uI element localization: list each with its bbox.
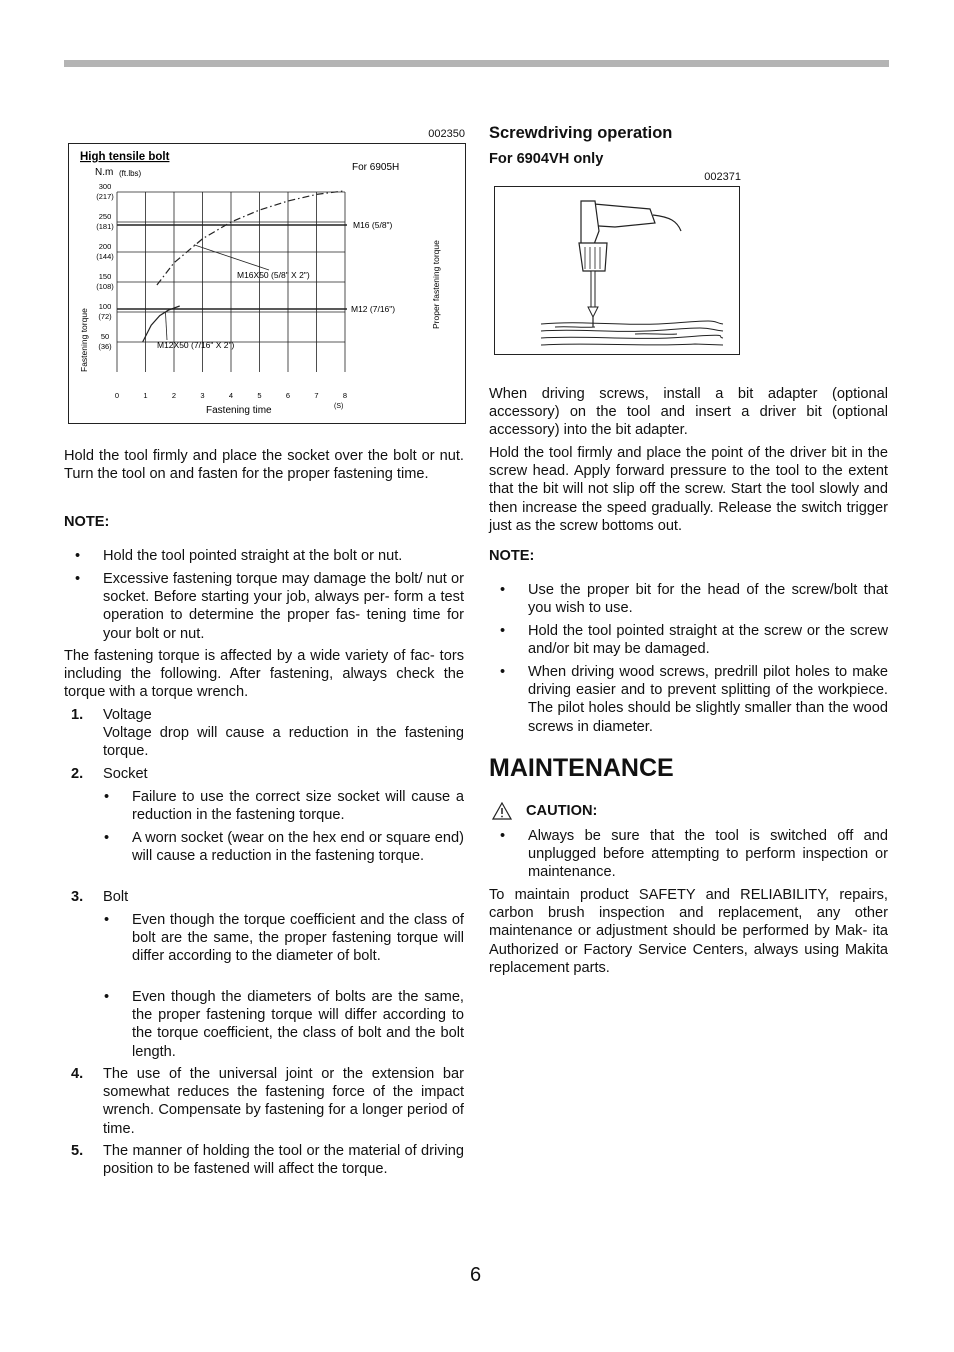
- header-bar: [64, 60, 889, 67]
- figure-code: 002371: [704, 171, 741, 183]
- y-tick-label: 300: [98, 182, 112, 191]
- y-axis-label-right: Proper fastening torque: [431, 240, 441, 329]
- figure-code: 002350: [428, 128, 465, 140]
- screw: [588, 307, 598, 317]
- y-axis-label: Fastening torque: [79, 308, 89, 372]
- x-tick-label: 0: [114, 391, 120, 400]
- y-tick-label: 150: [98, 272, 112, 281]
- nose: [579, 243, 607, 271]
- factor-bullet: • Even though the diameters of bolts are the same, the proper fastening torque will differ according to the torque coefficient, the class of bolt and the bolt length.: [104, 989, 464, 1060]
- x-tick-label: 5: [257, 391, 262, 400]
- note-label: NOTE:: [64, 514, 110, 530]
- x-tick-label: 2: [171, 391, 177, 400]
- maintenance-paragraph: To maintain product SAFETY and RELIABILITY, repairs, carbon brush inspection and replacement, any other maintenance or adjustment should be performed by Mak- ita Authorized or Factory Service Centers, always using Makita replacement parts.: [489, 887, 888, 976]
- x-unit: (S): [334, 403, 344, 410]
- factor-item: 4. The use of the universal joint or the extension bar somewhat reduces the fastening force of the impact wrench. Compensate by fastening for a longer period of time.: [71, 1066, 464, 1137]
- axis-ticks: [96, 182, 347, 400]
- drill-drawing: [495, 187, 739, 354]
- x-axis-label: Fastening time: [206, 405, 272, 416]
- wood-grain: [541, 321, 723, 345]
- section-subtitle: For 6904VH only: [489, 151, 604, 167]
- maintenance-title: MAINTENANCE: [489, 754, 674, 782]
- series-leader-line: [165, 312, 167, 340]
- series-labels: [157, 245, 310, 350]
- y-tick-label: 250: [98, 212, 112, 221]
- reference-label: M12 (7/16"): [351, 304, 396, 314]
- series-label: M16X50 (5/8" X 2"): [237, 270, 310, 280]
- y-tick-label: 200: [98, 242, 112, 251]
- factor-item: 1. Voltage Voltage drop will cause a reduction in the fastening torque.: [71, 707, 464, 760]
- reference-label: M16 (5/8"): [353, 220, 393, 230]
- note-item: • When driving wood screws, predrill pilot holes to make driving easier and to prevent splitting of the workpiece. The pilot holes should be slightly smaller than the wood screws in diameter.: [500, 664, 888, 735]
- y-unit-alt: (ft.lbs): [119, 169, 142, 178]
- reference-lines: [117, 220, 395, 314]
- factor-item: 3. Bolt: [71, 889, 129, 905]
- chart-subtitle: For 6905H: [352, 162, 400, 173]
- y-tick-label: 100: [98, 302, 112, 311]
- y-tick-label-alt: (144): [96, 252, 114, 261]
- handle: [581, 201, 599, 247]
- x-tick-label: 7: [314, 391, 319, 400]
- screwdriver-illustration: [494, 186, 740, 355]
- section-title: Screwdriving operation: [489, 124, 673, 142]
- page-number: 6: [470, 1264, 482, 1286]
- note-item: • Hold the tool pointed straight at the screw or the screw and/or bit may be damaged.: [500, 623, 888, 658]
- note-item: • Excessive fastening torque may damage the bolt/ nut or socket. Before starting your job, always per- form a test operation to determine the proper fas- tening time for your bolt or nut.: [75, 571, 464, 642]
- x-tick-label: 6: [285, 391, 291, 400]
- chart-series: [143, 191, 345, 342]
- factor-item: 2. Socket: [71, 766, 148, 782]
- series-label: M12X50 (7/16" X 2"): [157, 340, 235, 350]
- torque-chart: [68, 143, 466, 424]
- y-tick-label-alt: (72): [98, 312, 112, 321]
- driver-bit: [591, 271, 595, 307]
- y-tick-label-alt: (36): [98, 342, 112, 351]
- x-tick-label: 3: [200, 391, 205, 400]
- caution-label: CAUTION:: [526, 803, 598, 819]
- x-tick-label: 1: [143, 391, 148, 400]
- x-tick-label: 4: [228, 391, 234, 400]
- torque-paragraph: The fastening torque is affected by a wide variety of fac- tors including the following. After fastening, always check the torque with a torque wrench.: [64, 648, 464, 701]
- warning-icon: [492, 802, 512, 825]
- factor-bullet: • Even though the torque coefficient and the class of bolt are the same, the proper fastening torque will differ according to the diameter of bolt.: [104, 912, 464, 965]
- cord: [653, 215, 681, 231]
- note-label: NOTE:: [489, 548, 535, 564]
- y-unit: N.m: [95, 167, 114, 178]
- caution-item: • Always be sure that the tool is switched off and unplugged before attempting to perform inspection or maintenance.: [500, 828, 888, 881]
- factor-bullet: • A worn socket (wear on the hex end or square end) will cause a reduction in the fastening torque.: [104, 830, 464, 865]
- screw-paragraph-2: Hold the tool firmly and place the point of the driver bit in the screw head. Apply forward pressure to the tool to the extent that the bit will not slip off the screw. Start the tool slowly and then increase the speed gradually. Release the switch trigger just as the screw bottoms out.: [489, 445, 888, 534]
- y-tick-label: 50: [100, 332, 110, 341]
- series-leader-line: [194, 245, 269, 270]
- note-item: • Use the proper bit for the head of the screw/bolt that you wish to use.: [500, 582, 888, 617]
- factor-bullet: • Failure to use the correct size socket will cause a reduction in the fastening torque.: [104, 789, 464, 824]
- y-tick-label-alt: (181): [96, 222, 114, 231]
- y-tick-label-alt: (108): [96, 282, 114, 291]
- x-tick-label: 8: [342, 391, 348, 400]
- factor-item: 5. The manner of holding the tool or the material of driving position to be fastened will affect the torque.: [71, 1143, 464, 1178]
- intro-paragraph: Hold the tool firmly and place the socket over the bolt or nut. Turn the tool on and fasten for the proper fastening time.: [64, 448, 464, 483]
- y-tick-label-alt: (217): [96, 192, 114, 201]
- chart-title: High tensile bolt: [80, 151, 170, 163]
- note-item: • Hold the tool pointed straight at the bolt or nut.: [75, 548, 403, 564]
- screw-paragraph-1: When driving screws, install a bit adapter (optional accessory) on the tool and insert a driver bit (optional accessory) into the bit adapter.: [489, 386, 888, 439]
- chart-svg: [69, 144, 465, 423]
